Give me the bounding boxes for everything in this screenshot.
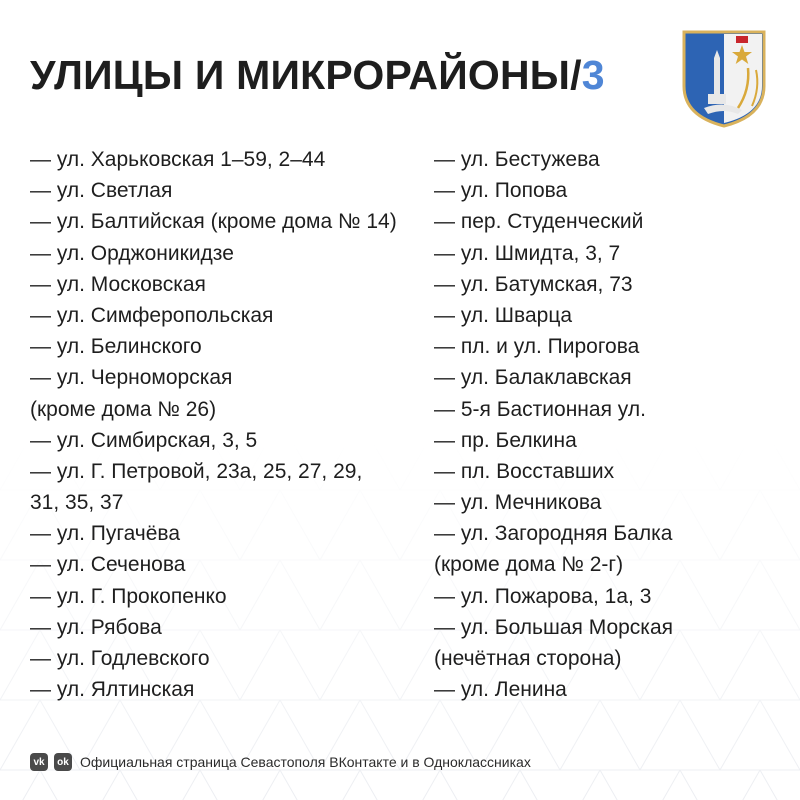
footer-text: Официальная страница Севастополя ВКонтакте и в Одноклассниках bbox=[80, 754, 531, 770]
street-item: — ул. Симферопольская bbox=[30, 303, 274, 327]
street-item: — ул. Белинского bbox=[30, 335, 202, 359]
street-item: — ул. Симбирская, 3, 5 bbox=[30, 428, 258, 452]
street-item: — ул. Годлевского bbox=[30, 647, 210, 670]
street-item: — ул. Ялтинская bbox=[30, 678, 195, 702]
street-item: — пл. Восставших bbox=[434, 459, 615, 483]
street-item: (нечётная сторона) bbox=[434, 647, 622, 670]
street-item: — ул. Сеченова bbox=[30, 553, 186, 577]
page-title bbox=[30, 52, 605, 99]
street-item: — пр. Белкина bbox=[434, 428, 577, 452]
street-item: — ул. Балаклавская bbox=[434, 366, 632, 390]
title-main: УЛИЦЫ И МИКРОРАЙОНЫ/ bbox=[30, 52, 582, 98]
street-list-right bbox=[434, 144, 784, 705]
street-item: — ул. Светлая bbox=[30, 179, 173, 203]
street-item: — 5-я Бастионная ул. bbox=[434, 397, 646, 421]
street-item: (кроме дома № 26) bbox=[30, 397, 217, 421]
street-item: (кроме дома № 2-г) bbox=[434, 553, 624, 577]
street-item: — ул. Ленина bbox=[434, 678, 567, 702]
street-item: — ул. Рябова bbox=[30, 615, 162, 639]
street-item: — ул. Шварца bbox=[434, 303, 573, 327]
street-item: — пер. Студенческий bbox=[434, 210, 644, 234]
street-item: — ул. Шмидта, 3, 7 bbox=[434, 241, 621, 265]
street-item: — ул. Попова bbox=[434, 179, 568, 203]
sevastopol-coat-of-arms-icon bbox=[680, 28, 768, 128]
street-item: — ул. Мечникова bbox=[434, 491, 602, 515]
odnoklassniki-icon[interactable]: ok bbox=[54, 753, 72, 771]
footer bbox=[30, 751, 531, 773]
street-item: — ул. Черноморская bbox=[30, 366, 233, 390]
street-item: — ул. Пожарова, 1а, 3 bbox=[434, 584, 652, 608]
street-item: — ул. Бестужева bbox=[434, 148, 600, 171]
street-item: — ул. Харьковская 1–59, 2–44 bbox=[30, 148, 326, 171]
street-item: — ул. Г. Прокопенко bbox=[30, 584, 227, 608]
street-item: 31, 35, 37 bbox=[30, 491, 124, 515]
street-item: — ул. Загородняя Балка bbox=[434, 522, 673, 546]
street-item: — ул. Батумская, 73 bbox=[434, 272, 633, 296]
street-list-left bbox=[30, 144, 425, 705]
street-item: — пл. и ул. Пирогова bbox=[434, 335, 640, 359]
vk-icon[interactable]: vk bbox=[30, 753, 48, 771]
title-number: 3 bbox=[581, 52, 605, 98]
street-item: — ул. Балтийская (кроме дома № 14) bbox=[30, 210, 397, 234]
street-item: — ул. Г. Петровой, 23а, 25, 27, 29, bbox=[30, 459, 363, 483]
street-item: — ул. Орджоникидзе bbox=[30, 241, 234, 265]
street-item: — ул. Пугачёва bbox=[30, 522, 181, 546]
street-item: — ул. Большая Морская bbox=[434, 615, 674, 639]
street-item: — ул. Московская bbox=[30, 272, 206, 296]
